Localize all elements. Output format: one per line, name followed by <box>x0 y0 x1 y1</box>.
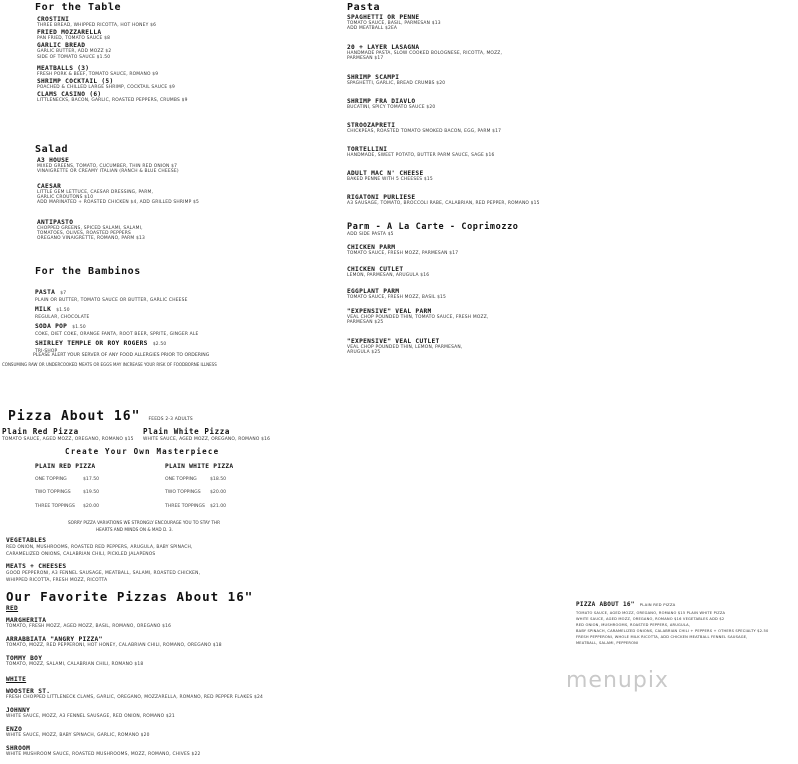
item-name: SHRIMP FRA DIAVLO <box>347 98 416 105</box>
side-line: FRESH PEPPERONI, WHOLE MILK RICOTTA, ADD CHICKEN MEATBALL FENNEL SAUSAGE, <box>576 635 748 639</box>
bambinos-items <box>35 279 315 354</box>
item-desc: TOMATO SAUCE, BASIL, PARMESAN $13 <box>347 21 441 26</box>
side-line: MEATBALL, SALAMI, PEPPERONI <box>576 641 639 645</box>
item-name: A3 HOUSE <box>37 157 70 164</box>
item-name: EGGPLANT PARM <box>347 288 400 295</box>
menu-item <box>347 308 627 338</box>
menu-item <box>37 157 307 183</box>
menu-item <box>6 617 306 636</box>
item-name: JOHNNY <box>6 707 31 714</box>
menu-item <box>347 44 627 74</box>
item-name: CHICKEN PARM <box>347 244 396 251</box>
vegetables-desc: CARAMELIZED ONIONS, CALABRIAN CHILI, PICKLED JALAPENOS <box>6 552 156 557</box>
meats-desc: WHIPPED RICOTTA, FRESH MOZZ, RICOTTA <box>6 578 108 583</box>
parm-subtitle: ADD SIDE PASTA $5 <box>347 232 394 237</box>
item-desc: TOMATO, FRESH MOZZ, AGED MOZZ, BASIL, ROMANO, OREGANO $16 <box>6 624 172 629</box>
menu-item <box>37 55 307 65</box>
item-name: PASTA <box>35 289 56 296</box>
item-desc: TOMATO, MOZZ, RED PEPPERONI, HOT HONEY, CALABRIAN CHILI, ROMANO, OREGANO $18 <box>6 643 222 648</box>
pizza-header <box>8 405 193 424</box>
menu-item <box>6 707 306 726</box>
favorites-red-items <box>6 617 306 674</box>
side-line: TOMATO SAUCE, AGED MOZZ, OREGANO, ROMANO $15 PLAIN WHITE PIZZA <box>576 611 726 615</box>
item-name: SPAGHETTI OR PENNE <box>347 14 420 21</box>
side-title: PIZZA ABOUT 16" <box>576 601 635 608</box>
item-desc: PARMESAN $17 <box>347 56 384 61</box>
grid-row-red: $20.00 <box>83 504 100 509</box>
item-name: SODA POP <box>35 323 68 330</box>
menu-item <box>347 244 627 266</box>
plain-white-desc: WHITE SAUCE, AGED MOZZ, OREGANO, ROMANO $16 <box>143 437 271 442</box>
pizza-title: Pizza About 16" <box>8 409 141 424</box>
menu-item <box>347 338 627 368</box>
menu-item <box>347 288 627 308</box>
section-header-bambinos: For the Bambinos <box>35 266 141 277</box>
allergy-note: PLEASE ALERT YOUR SERVER OF ANY FOOD ALLERGIES PRIOR TO ORDERING <box>33 353 210 358</box>
item-name: ENZO <box>6 726 23 733</box>
item-name: SHROOM <box>6 745 31 752</box>
menu-item <box>37 42 307 55</box>
item-name: CROSTINI <box>37 16 70 23</box>
menu-item <box>37 16 307 29</box>
grid-row-label: ONE TOPPING <box>35 477 67 482</box>
plain-red-desc: TOMATO SAUCE, AGED MOZZ, OREGANO, ROMANO $15 <box>2 437 134 442</box>
favorites-header: Our Favorite Pizzas About 16" <box>6 589 254 604</box>
item-name: 20 + LAYER LASAGNA <box>347 44 420 51</box>
grid-row-label: THREE TOPPINGS <box>35 504 75 509</box>
menu-item <box>37 29 307 42</box>
sorry-note-2: HEARTS AND MINDS ON & MAD D. 3. <box>96 527 173 532</box>
item-desc: BAKED PENNE WITH 5 CHEESES $15 <box>347 177 433 182</box>
item-name: ANTIPASTO <box>37 219 74 226</box>
item-desc: TOMATO SAUCE, FRESH MOZZ, PARMESAN $17 <box>347 251 459 256</box>
item-desc: LITTLENECKS, BACON, GARLIC, ROASTED PEPPERS, CRUMBS $9 <box>37 98 188 103</box>
table-items <box>37 16 307 104</box>
item-desc: TOMATO, MOZZ, SALAMI, CALABRIAN CHILI, ROMANO $18 <box>6 662 144 667</box>
item-desc: GARLIC BUTTER, ADD MOZZ $2 <box>37 49 112 54</box>
menu-item <box>6 655 306 674</box>
item-desc: PAN FRIED, TOMATO SAUCE $8 <box>37 36 111 41</box>
item-name: CHICKEN CUTLET <box>347 266 404 273</box>
menu-item <box>35 313 315 337</box>
item-desc: SIDE OF TOMATO SAUCE $1.50 <box>37 55 111 60</box>
item-desc: A3 SAUSAGE, TOMATO, BROCCOLI RABE, CALABRIAN, RED PEPPER, ROMANO $15 <box>347 201 540 206</box>
item-name: ARRABBIATA "ANGRY PIZZA" <box>6 636 103 643</box>
item-desc: PLAIN OR BUTTER, TOMATO SAUCE OR BUTTER, GARLIC CHEESE <box>35 298 188 303</box>
item-desc: HANDMADE, SWEET POTATO, BUTTER PARM SAUCE, SAGE $16 <box>347 153 495 158</box>
item-desc: COKE, DIET COKE, ORANGE FANTA, ROOT BEER, SPRITE, GINGER ALE <box>35 332 199 337</box>
item-desc: GARLIC CROUTONS $10 <box>37 195 94 200</box>
item-name: STROOZAPRETI <box>347 122 396 129</box>
grid-row-label: TWO TOPPINGS <box>165 490 201 495</box>
side-pizza-block <box>576 591 796 646</box>
side-title-row <box>576 591 796 610</box>
section-header-salad: Salad <box>35 144 69 155</box>
menu-item <box>347 146 627 170</box>
vegetables-desc: RED ONION, MUSHROOMS, ROASTED RED PEPPERS, ARUGULA, BABY SPINACH, <box>6 545 193 550</box>
item-desc: CHOPPED GREENS, SPICED SALAMI, SALAMI, <box>37 226 143 231</box>
item-name: MEATBALLS (3) <box>37 65 90 72</box>
section-header-parm: Parm - A La Carte - Coprimozzo <box>347 222 519 232</box>
item-desc: TOMATOES, OLIVES, ROASTED PEPPERS <box>37 231 132 236</box>
white-label: WHITE <box>6 676 27 683</box>
menu-item <box>37 219 307 255</box>
side-line: BABY SPINACH, CARAMELIZED ONIONS, CALABRIAN CHILI + PEPPERS + OTHERS SPECIALTY $2.50 <box>576 629 769 633</box>
menu-item <box>347 98 627 122</box>
item-name: GARLIC BREAD <box>37 42 86 49</box>
item-desc: WHITE SAUCE, MOZZ, A3 FENNEL SAUSAGE, RED ONION, ROMANO $21 <box>6 714 175 719</box>
create-own-title: Create Your Own Masterpiece <box>65 447 220 456</box>
menu-item <box>6 745 306 764</box>
red-label: RED <box>6 605 19 612</box>
grid-row-white: $18.50 <box>210 477 227 482</box>
grid-row-red: $19.50 <box>83 490 100 495</box>
side-line: RED ONION, MUSHROOMS, ROASTED PEPPERS, ARUGULA, <box>576 623 691 627</box>
item-desc: LITTLE GEM LETTUCE, CAESAR DRESSING, PARM, <box>37 190 154 195</box>
favorites-white-items <box>6 688 306 764</box>
menu-item <box>6 688 306 707</box>
item-name: "EXPENSIVE" VEAL PARM <box>347 308 432 315</box>
menu-item <box>37 78 307 91</box>
item-name: SHIRLEY TEMPLE OR ROY ROGERS <box>35 340 148 347</box>
sorry-note-1: SORRY PIZZA VARIATIONS WE STRONGLY ENCOURAGE YOU TO STAY THR <box>68 520 220 525</box>
item-desc: POACHED & CHILLED LARGE SHRIMP, COCKTAIL SAUCE $9 <box>37 85 175 90</box>
vegetables-title: VEGETABLES <box>6 537 47 544</box>
grid-row-label: TWO TOPPINGS <box>35 490 71 495</box>
meats-title: MEATS + CHEESES <box>6 563 67 570</box>
item-desc: ADD MARINATED + ROASTED CHICKEN $4, ADD GRILLED SHRIMP $5 <box>37 200 200 205</box>
item-desc: ARUGULA $25 <box>347 350 381 355</box>
side-title-note: PLAIN RED PIZZA <box>639 602 676 607</box>
menu-item <box>6 726 306 745</box>
item-name: CAESAR <box>37 183 62 190</box>
item-name: WOOSTER ST. <box>6 688 51 695</box>
item-desc: VINAIGRETTE OR CREAMY ITALIAN (RANCH & BLUE CHEESE) <box>37 169 179 174</box>
item-price: $1.50 <box>56 308 70 313</box>
item-desc: CHICKPEAS, ROASTED TOMATO SMOKED BACON, EGG, PARM $17 <box>347 129 502 134</box>
item-name: RIGATONI PURLIESE <box>347 194 416 201</box>
item-desc: WHITE MUSHROOM SAUCE, ROASTED MUSHROOMS, MOZZ, ROMANO, CHIVES $22 <box>6 752 201 757</box>
item-desc: BUCATINI, SPICY TOMATO SAUCE $20 <box>347 105 436 110</box>
item-name: FRIED MOZZARELLA <box>37 29 102 36</box>
parm-items <box>347 244 627 368</box>
menupix-watermark-logo: menupix <box>566 668 669 693</box>
item-desc: TOMATO SAUCE, FRESH MOZZ, BASIL $15 <box>347 295 447 300</box>
item-desc: OREGANO VINAIGRETTE, ROMANO, PARM $13 <box>37 236 145 241</box>
menu-item <box>347 74 627 98</box>
item-desc: PARMESAN $25 <box>347 320 384 325</box>
pasta-items <box>347 14 627 214</box>
item-name: SHRIMP COCKTAIL (5) <box>37 78 114 85</box>
grid-white-header: PLAIN WHITE PIZZA <box>165 463 234 470</box>
item-desc: SPAGHETTI, GARLIC, BREAD CRUMBS $20 <box>347 81 446 86</box>
item-desc: FRESH CHOPPED LITTLENECK CLAMS, GARLIC, OREGANO, MOZZARELLA, ROMANO, RED PEPPER FLAKES $24 <box>6 695 263 700</box>
menu-item <box>347 14 627 44</box>
meats-desc: GOOD PEPPERONI, A3 FENNEL SAUSAGE, MEATBALL, SALAMI, ROASTED CHICKEN, <box>6 571 201 576</box>
item-name: "EXPENSIVE" VEAL CUTLET <box>347 338 440 345</box>
plain-white-title: Plain White Pizza <box>143 427 230 436</box>
grid-row-white: $20.00 <box>210 490 227 495</box>
item-desc: REGULAR, CHOCOLATE <box>35 315 90 320</box>
item-desc: WHITE SAUCE, MOZZ, BABY SPINACH, GARLIC, ROMANO $20 <box>6 733 150 738</box>
item-desc: TRI-SHOP <box>35 349 58 354</box>
item-price: $2.50 <box>152 342 167 347</box>
menu-item <box>347 266 627 288</box>
menu-item <box>37 65 307 78</box>
item-name: CLAMS CASINO (6) <box>37 91 102 98</box>
plain-red-title: Plain Red Pizza <box>2 427 79 436</box>
menu-item <box>37 183 307 219</box>
grid-row-label: ONE TOPPING <box>165 477 197 482</box>
item-name: ADULT MAC N' CHEESE <box>347 170 424 177</box>
item-desc: FRESH PORK & BEEF, TOMATO SAUCE, ROMANO $9 <box>37 72 159 77</box>
menu-item <box>35 279 315 303</box>
item-desc: LEMON, PARMESAN, ARUGULA $16 <box>347 273 430 278</box>
item-desc: ADD MEATBALL $2EA <box>347 26 398 31</box>
item-name: MARGHERITA <box>6 617 47 624</box>
menu-item <box>347 170 627 194</box>
grid-row-label: THREE TOPPINGS <box>165 504 205 509</box>
item-desc: VEAL CHOP POUNDED THIN, LEMON, PARMESAN, <box>347 345 463 350</box>
pizza-header-note: FEEDS 2-3 ADULTS <box>148 417 193 422</box>
menu-item <box>347 122 627 146</box>
menu-item <box>347 194 627 214</box>
item-name: TOMMY BOY <box>6 655 43 662</box>
item-desc: THREE BREAD, WHIPPED RICOTTA, HOT HONEY $6 <box>37 23 157 28</box>
raw-food-note: CONSUMING RAW OR UNDERCOOKED MEATS OR EGGS MAY INCREASE YOUR RISK OF FOODBORNE ILLNESS <box>2 362 217 367</box>
grid-row-white: $21.00 <box>210 504 227 509</box>
item-price: $7 <box>60 291 67 296</box>
salad-items <box>37 157 307 255</box>
grid-red-header: PLAIN RED PIZZA <box>35 463 96 470</box>
item-price: $1.50 <box>72 325 86 330</box>
item-name: TORTELLINI <box>347 146 388 153</box>
item-desc: HANDMADE PASTA, SLOW COOKED BOLOGNESE, RICOTTA, MOZZ, <box>347 51 503 56</box>
menu-item <box>37 91 307 104</box>
side-line: WHITE SAUCE, AGED MOZZ, OREGANO, ROMANO $16 VEGETABLES ADD $2 <box>576 617 725 621</box>
item-name: SHRIMP SCAMPI <box>347 74 400 81</box>
item-desc: MIXED GREENS, TOMATO, CUCUMBER, THIN RED ONION $7 <box>37 164 178 169</box>
grid-row-red: $17.50 <box>83 477 100 482</box>
item-desc: VEAL CHOP POUNDED THIN, TOMATO SAUCE, FRESH MOZZ, <box>347 315 489 320</box>
menu-item <box>6 636 306 655</box>
section-header-pasta: Pasta <box>347 2 381 13</box>
item-name: MILK <box>35 306 52 313</box>
section-header-table: For the Table <box>35 2 122 13</box>
